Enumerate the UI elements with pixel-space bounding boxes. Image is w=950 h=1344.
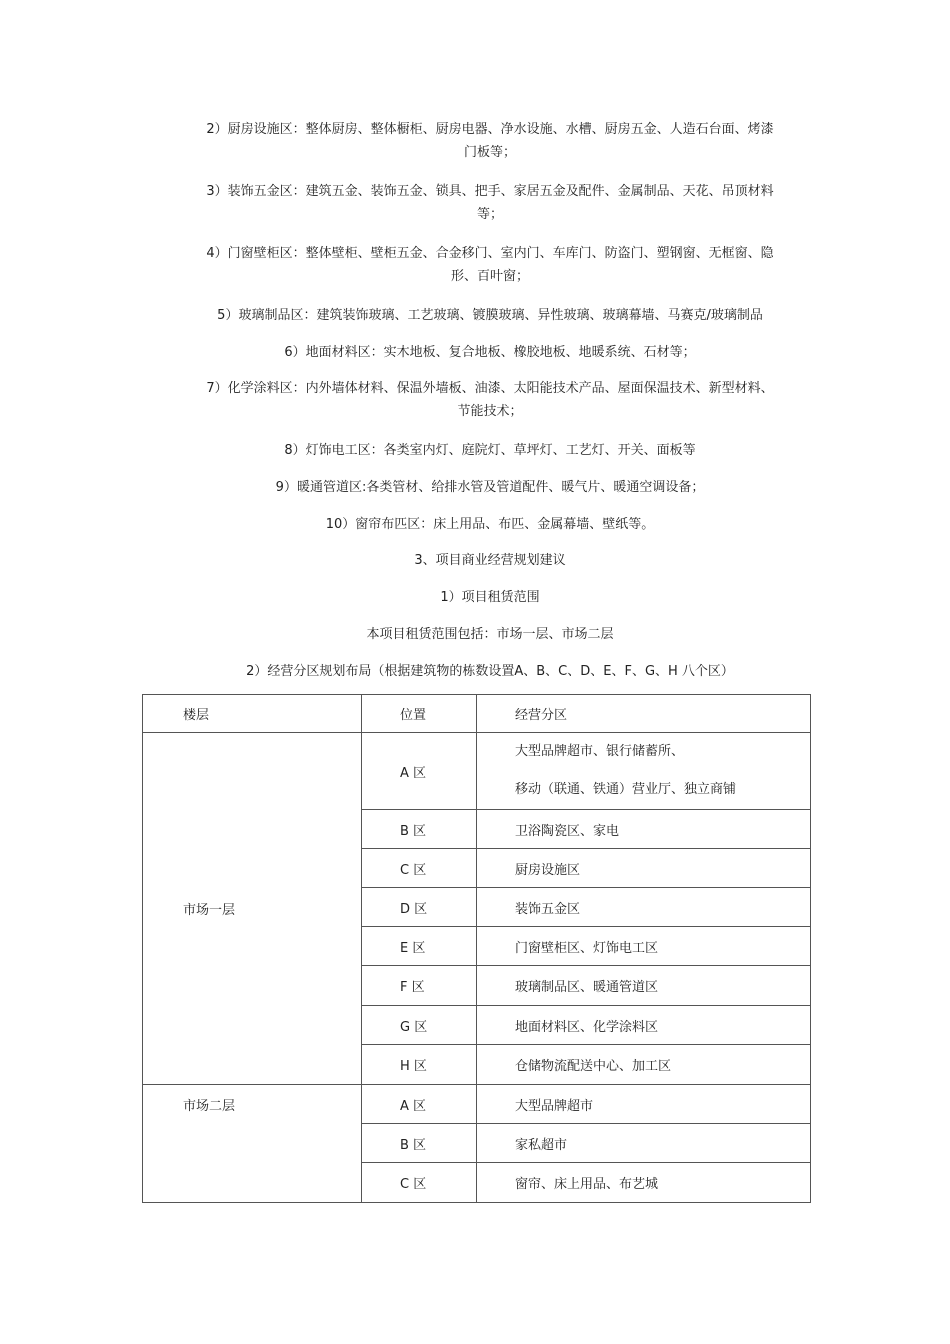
business-cell: 仓储物流配送中心、加工区 [477, 1045, 811, 1085]
paragraph-glass-zone [170, 304, 810, 327]
zone-cell: C 区 [362, 849, 477, 888]
paragraph-hvac-zone [170, 476, 810, 499]
paragraph-line: 5）玻璃制品区：建筑装饰玻璃、工艺玻璃、镀膜玻璃、异性玻璃、玻璃幕墙、马赛克/玻璃制品 [217, 308, 763, 323]
business-cell: 装饰五金区 [477, 888, 811, 927]
zone-cell: G 区 [362, 1006, 477, 1045]
zone-cell: B 区 [362, 810, 477, 849]
paragraph-door-window-zone [170, 242, 810, 288]
zone-cell: A 区 [362, 1085, 477, 1124]
paragraph-line: 3、项目商业经营规划建议 [414, 553, 566, 568]
business-line: 大型品牌超市、银行储蓄所、 [515, 744, 685, 759]
zoning-table [142, 694, 811, 1203]
paragraph-line: 3）装饰五金区：建筑五金、装饰五金、锁具、把手、家居五金及配件、金属制品、天花、吊顶材料 [206, 184, 774, 199]
paragraph-line: 7）化学涂料区：内外墙体材料、保温外墙板、油漆、太阳能技术产品、屋面保温技术、新型材料、 [206, 381, 774, 396]
subsection-heading [170, 660, 810, 683]
paragraph-line: 4）门窗壁柜区：整体壁柜、壁柜五金、合金移门、室内门、车库门、防盗门、塑钢窗、无框窗、隐 [206, 246, 774, 261]
business-cell: 地面材料区、化学涂料区 [477, 1006, 811, 1045]
paragraph-lease-scope [170, 623, 810, 646]
business-cell [477, 733, 811, 810]
paragraph-line: 9）暖通管道区:各类管材、给排水管及管道配件、暖气片、暖通空调设备； [275, 480, 705, 495]
floor-cell: 市场二层 [143, 1085, 362, 1203]
zone-cell: E 区 [362, 927, 477, 966]
business-cell: 门窗壁柜区、灯饰电工区 [477, 927, 811, 966]
table-header-cell: 经营分区 [477, 695, 811, 733]
table-row [143, 1085, 811, 1124]
table-header-cell: 楼层 [143, 695, 362, 733]
business-cell: 家私超市 [477, 1124, 811, 1163]
paragraph-line: 形、百叶窗； [450, 269, 529, 284]
paragraph-line: 10）窗帘布匹区：床上用品、布匹、金属幕墙、壁纸等。 [325, 517, 655, 532]
paragraph-line: 8）灯饰电工区：各类室内灯、庭院灯、草坪灯、工艺灯、开关、面板等 [284, 443, 696, 458]
zone-cell: C 区 [362, 1163, 477, 1203]
table-row [143, 733, 811, 810]
zone-cell: F 区 [362, 966, 477, 1006]
paragraph-curtain-zone [170, 513, 810, 536]
zone-cell: H 区 [362, 1045, 477, 1085]
paragraph-line: 1）项目租赁范围 [440, 590, 540, 605]
zone-cell: D 区 [362, 888, 477, 927]
floor-cell: 市场一层 [143, 733, 362, 1085]
paragraph-line: 6）地面材料区：实木地板、复合地板、橡胶地板、地暖系统、石材等； [284, 345, 696, 360]
paragraph-line: 门板等； [463, 145, 516, 160]
paragraph-line: 等； [476, 207, 503, 222]
subsection-heading [170, 586, 810, 609]
paragraph-line: 2）厨房设施区：整体厨房、整体橱柜、厨房电器、净水设施、水槽、厨房五金、人造石台面、烤漆 [206, 122, 774, 137]
business-cell: 卫浴陶瓷区、家电 [477, 810, 811, 849]
table-header-cell: 位置 [362, 695, 477, 733]
zone-cell: B 区 [362, 1124, 477, 1163]
business-cell: 窗帘、床上用品、布艺城 [477, 1163, 811, 1203]
paragraph-kitchen-zone [170, 118, 810, 164]
business-line: 移动（联通、铁通）营业厅、独立商铺 [515, 782, 737, 797]
business-cell: 厨房设施区 [477, 849, 811, 888]
paragraph-line: 本项目租赁范围包括：市场一层、市场二层 [366, 627, 614, 642]
table-header-row [143, 695, 811, 733]
paragraph-line: 节能技术； [457, 404, 523, 419]
paragraph-floor-material-zone [170, 341, 810, 364]
business-cell: 大型品牌超市 [477, 1085, 811, 1124]
paragraph-chemical-coating-zone [170, 377, 810, 423]
paragraph-lighting-zone [170, 439, 810, 462]
paragraph-line: 2）经营分区规划布局（根据建筑物的栋数设置A、B、C、D、E、F、G、H 八个区） [246, 664, 734, 679]
paragraph-hardware-zone [170, 180, 810, 226]
zone-cell: A 区 [362, 733, 477, 810]
section-heading [170, 549, 810, 572]
business-cell: 玻璃制品区、暖通管道区 [477, 966, 811, 1006]
